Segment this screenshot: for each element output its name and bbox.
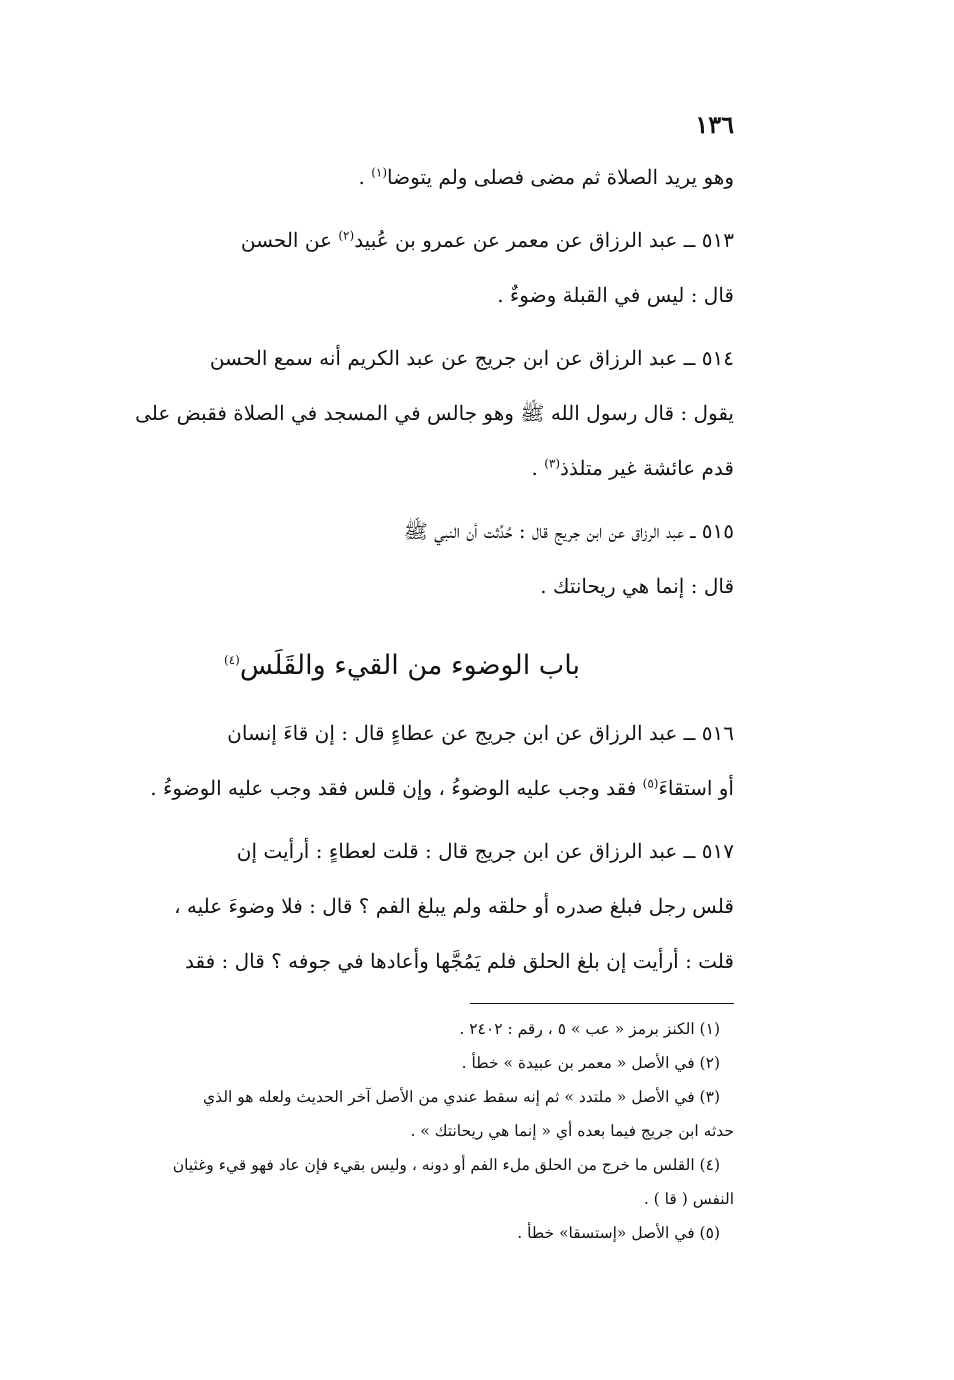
footnote-ref: (١): [371, 165, 388, 180]
footnote-continuation: حدثه ابن جريج فيما بعده أي « إنما هي ريحانتك » .: [410, 1122, 734, 1140]
text-line: ٥١٦ ــ عبد الرزاق عن ابن جريج عن عطاءٍ قال : إن قاءَ إنسان: [227, 721, 734, 745]
footnote-ref: (٤): [224, 653, 240, 667]
footnote: (٥) في الأصل «إستسقا» خطأ .: [517, 1224, 720, 1242]
main-text: [70, 150, 734, 989]
footnote-continuation: النفس ( قا ) .: [643, 1190, 734, 1208]
page-number: ١٣٦: [695, 110, 734, 139]
footnote-divider: [470, 1003, 734, 1004]
text-line: يقول : قال رسول الله ﷺ وهو جالس في المسجد في الصلاة فقبض على: [135, 401, 734, 425]
footnotes: [70, 1012, 734, 1250]
text-line: وهو يريد الصلاة ثم مضى فصلى ولم يتوضا: [387, 165, 734, 189]
text-line: قلت : أرأيت إن بلغ الحلق فلم يَمُجَّها وأعادها في جوفه ؟ قال : فقد: [184, 949, 734, 973]
text-line: ٥١٣ ــ عبد الرزاق عن معمر عن عمرو بن عُبيد: [354, 228, 734, 252]
paragraph: ٥١٣ ــ عبد الرزاق عن معمر عن عمرو بن عُبيد$^{(٢)}$ عن الحسن قال : ليس في القبلة وضوءٌ .: [70, 213, 734, 323]
text-line: أو استقاءَ: [658, 776, 734, 800]
footnote-ref: (٢): [338, 228, 355, 243]
text-line: ٥١٤ ــ عبد الرزاق عن ابن جريج عن عبد الكريم أنه سمع الحسن: [209, 346, 734, 370]
footnote: (٤) القلس ما خرج من الحلق ملء الفم أو دونه ، وليس بقيء فإن عاد فهو قيء وغثيان: [172, 1156, 720, 1174]
text-line: قدم عائشة غير متلذذ: [560, 456, 734, 480]
footnote-ref: (٣): [544, 456, 561, 471]
paragraph: ٥١٦ ــ عبد الرزاق عن ابن جريج عن عطاءٍ قال : إن قاءَ إنسان أو استقاءَ$^{(٥)}$ فقد وجب عليه الوضوءُ ، وإن قلس فقد وجب عليه الوضوءُ .: [70, 706, 734, 816]
footnote-ref: (٥): [642, 776, 659, 791]
footnote: (٢) في الأصل « معمر بن عبيدة » خطأ .: [461, 1054, 720, 1072]
text-line: قلس رجل فبلغ صدره أو حلقه ولم يبلغ الفم ؟ قال : فلا وضوءَ عليه ،: [174, 894, 734, 918]
text-line: ٥١٧ ــ عبد الرزاق عن ابن جريج قال : قلت لعطاءٍ : أرأيت إن: [236, 839, 734, 863]
text-line: قال : إنما هي ريحانتك .: [540, 574, 734, 598]
section-heading: باب الوضوء من القيء والقَلَس$^{(٤)}$: [224, 650, 580, 681]
paragraph: [70, 824, 734, 989]
text-line: ٥١٥ ــ عبد الرزاق عن ابن جريج قال : حُدِّثت أن النبي ﷺ: [403, 519, 734, 543]
paragraph: [70, 504, 734, 614]
footnote: (١) الكنز برمز « عب » ٥ ، رقم : ٢٤٠٢ .: [459, 1020, 720, 1038]
document-page: [70, 110, 734, 1250]
paragraph: ٥١٤ ــ عبد الرزاق عن ابن جريج عن عبد الكريم أنه سمع الحسن يقول : قال رسول الله ﷺ وهو جالس في المسجد في الصلاة فقبض على قدم عائشة غير متلذذ$^{(٣)}$ .: [70, 331, 734, 496]
text-line: قال : ليس في القبلة وضوءٌ .: [497, 283, 734, 307]
footnote: (٣) في الأصل « ملتدد » ثم إنه سقط عندي من الأصل آخر الحديث ولعله هو الذي: [203, 1088, 720, 1106]
paragraph: وهو يريد الصلاة ثم مضى فصلى ولم يتوضا$^{(١)}$ .: [358, 165, 734, 189]
